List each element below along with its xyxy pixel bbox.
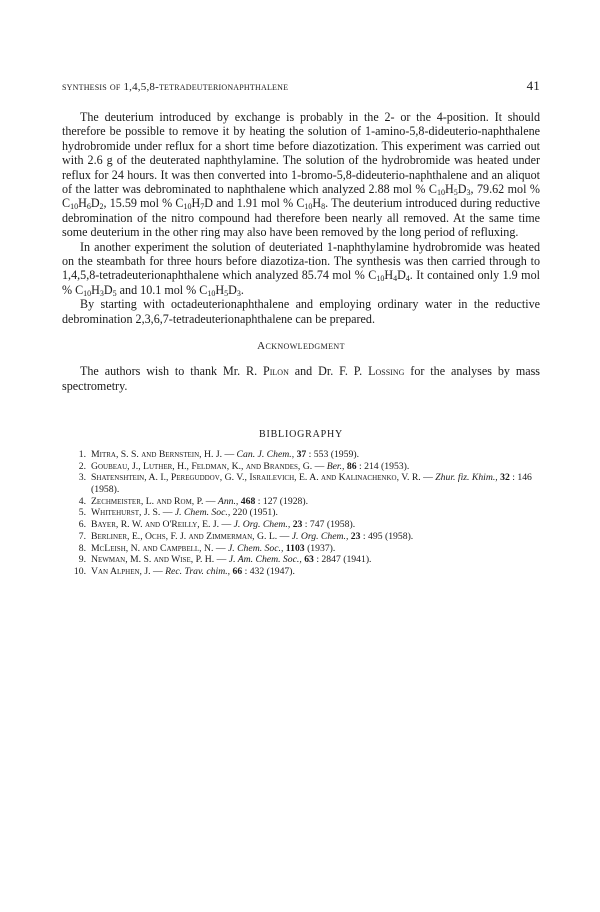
reference-number: 5. xyxy=(78,507,86,519)
paragraph-steambath-experiment: In another experiment the solution of deuteriated 1-naphthylamine hydrobromide was heated on the steambath for three hours before diazotiza-tion. The synthesis was then carried through to 1,4,5,8-tetradeuterionaphthalene which analyzed 85.74 mol % $C_{10}H_4D_4$. It contained only 1.9 mol % $C_{10}H_3D_5$ and 10.1 mol % $C_{10}H_5D_3$. xyxy=(62,239,540,298)
reference-text: McLeish, N. and Campbell, N. — J. Chem. Soc., 1103 (1937). xyxy=(91,542,336,554)
reference-authors: Goubeau, J., Luther, H., Feldman, K., and Brandes, G. xyxy=(91,460,313,472)
reference-number: 9. xyxy=(78,554,86,566)
reference-item xyxy=(62,566,540,578)
reference-text: Van Alphen, J. — Rec. Trav. chim., 66 : 432 (1947). xyxy=(91,565,295,577)
reference-volume: 86 xyxy=(346,460,357,472)
reference-authors: Mitra, S. S. and Bernstein, H. J. xyxy=(91,448,223,460)
reference-journal: Ann., xyxy=(217,495,239,507)
reference-item xyxy=(62,461,540,473)
page xyxy=(62,78,540,578)
acknowledgment-heading: Acknowledgment xyxy=(257,340,345,353)
reference-volume: 23 xyxy=(292,519,303,531)
reference-number: 7. xyxy=(78,530,86,542)
reference-item xyxy=(62,472,540,495)
reference-text: Mitra, S. S. and Bernstein, H. J. — Can. J. Chem., 37 : 553 (1959). xyxy=(91,448,359,460)
reference-authors: Shatenshtein, A. I., Pereguddov, G. V., Israilevich, E. A. and Kalinachenko, V. R. xyxy=(91,472,421,484)
reference-number: 6. xyxy=(78,519,86,531)
reference-number: 1. xyxy=(78,448,86,460)
reference-pages-year: (1937). xyxy=(304,542,336,554)
reference-journal: J. Chem. Soc., xyxy=(227,542,284,554)
acknowledgment-text: The authors wish to thank Mr. R. Pilon and Dr. F. P. Lossing for the analyses by mass spectrometry. xyxy=(62,364,541,393)
reference-number: 10. xyxy=(73,565,86,577)
reference-authors: Whitehurst, J. S. xyxy=(91,507,161,519)
reference-journal: Can. J. Chem., xyxy=(236,448,295,460)
reference-journal: J. Org. Chem., xyxy=(233,519,291,531)
reference-journal: Ber., xyxy=(326,460,345,472)
reference-pages-year: : 432 (1947). xyxy=(242,565,295,577)
reference-volume: 468 xyxy=(240,495,256,507)
reference-journal: J. Am. Chem. Soc., xyxy=(228,554,302,566)
reference-number: 4. xyxy=(78,495,86,507)
reference-authors: Zechmeister, L. and Rom, P. xyxy=(91,495,204,507)
reference-text: Bayer, R. W. and O'Reilly, E. J. — J. Org. Chem., 23 : 747 (1958). xyxy=(91,519,356,531)
reference-text: Newman, M. S. and Wise, P. H. — J. Am. Chem. Soc., 63 : 2847 (1941). xyxy=(91,554,372,566)
reference-authors: Van Alphen, J. xyxy=(91,565,151,577)
reference-pages-year: : 127 (1928). xyxy=(255,495,309,507)
reference-number: 3. xyxy=(78,472,86,484)
reference-volume: 37 xyxy=(296,448,307,460)
reference-journal: Rec. Trav. chim., xyxy=(165,565,231,577)
reference-text: Berliner, E., Ochs, F. J. and Zimmerman, G. L. — J. Org. Chem., 23 : 495 (1958). xyxy=(91,530,414,542)
reference-volume: 63 xyxy=(304,554,314,566)
reference-number: 2. xyxy=(78,460,86,472)
reference-journal: Zhur. fiz. Khim., xyxy=(435,472,498,484)
reference-text: Shatenshtein, A. I., Pereguddov, G. V., Israilevich, E. A. and Kalinachenko, V. R. — Zhur. fiz. Khim., 32 : 146 (1958). xyxy=(91,472,532,496)
reference-item xyxy=(62,449,540,461)
reference-volume: 32 xyxy=(500,472,510,484)
reference-journal: J. Org. Chem., xyxy=(291,530,349,542)
reference-volume: 1103 xyxy=(285,542,305,554)
reference-text: Whitehurst, J. S. — J. Chem. Soc., 220 (1951). xyxy=(91,507,278,519)
reference-pages-year: : 2847 (1941). xyxy=(313,554,372,566)
running-head-title: synthesis of 1,4,5,8-tetradeuterionaphthalene xyxy=(62,81,289,93)
reference-authors: Berliner, E., Ochs, F. J. and Zimmerman, G. L. xyxy=(91,530,278,542)
reference-item xyxy=(62,496,540,508)
running-head xyxy=(62,78,540,94)
reference-volume: 66 xyxy=(232,565,243,577)
reference-pages-year: : 146 (1958). xyxy=(91,472,532,496)
reference-text: Zechmeister, L. and Rom, P. — Ann., 468 : 127 (1928). xyxy=(91,495,309,507)
paragraph-debromination-experiment: The deuterium introduced by exchange is probably in the 2- or the 4-position. It should therefore be possible to remove it by heating the solution of 1-amino-5,8-dideuterio-naphthalene hydrobromide under reflux for a short time before diazotization. This experiment was carried out with 2.6 g of the deuterated naphthylamine. The solution of the hydrobromide was heated under reflux for 24 hours. It was then converted into 1-bromo-5,8-dideuterio-naphthalene and an aliquot of the latter was debrominated to naphthalene which analyzed 2.88 mol % $C_{10}H_5D_3$, 79.62 mol % $C_{10}H_6D_2$, 15.59 mol % $C_{10}H_7D$ and 1.91 mol % $C_{10}H_8$. The deuterium introduced during reductive debromination of the nitro compound had therefore been nearly all removed. At the same time some deuterium in the other ring may also have been removed by the long period of refluxing. xyxy=(62,110,540,240)
reference-item xyxy=(62,531,540,543)
reference-item xyxy=(62,543,540,555)
reference-authors: McLeish, N. and Campbell, N. xyxy=(91,542,214,554)
reference-pages-year: : 214 (1953). xyxy=(356,460,410,472)
reference-authors: Newman, M. S. and Wise, P. H. xyxy=(91,554,215,566)
reference-number: 8. xyxy=(78,542,86,554)
bibliography-heading: BIBLIOGRAPHY xyxy=(258,428,344,440)
reference-journal: J. Chem. Soc., xyxy=(174,507,231,519)
reference-pages-year: : 553 (1959). xyxy=(306,448,359,460)
page-number: 41 xyxy=(526,78,540,93)
reference-pages-year: : 495 (1958). xyxy=(360,530,414,542)
reference-pages-year: 220 (1951). xyxy=(230,507,278,519)
reference-text: Goubeau, J., Luther, H., Feldman, K., and Brandes, G. — Ber., 86 : 214 (1953). xyxy=(91,460,410,472)
reference-item xyxy=(62,554,540,566)
reference-list xyxy=(62,449,540,578)
reference-volume: 23 xyxy=(350,530,361,542)
reference-authors: Bayer, R. W. and O'Reilly, E. J. xyxy=(91,519,220,531)
reference-pages-year: : 747 (1958). xyxy=(302,519,356,531)
reference-item xyxy=(62,519,540,531)
reference-item xyxy=(62,507,540,519)
paragraph-octadeuterio: By starting with octadeuterionaphthalene and employing ordinary water in the reductive debromination 2,3,6,7-tetradeuterionaphthalene can be prepared. xyxy=(62,297,540,326)
